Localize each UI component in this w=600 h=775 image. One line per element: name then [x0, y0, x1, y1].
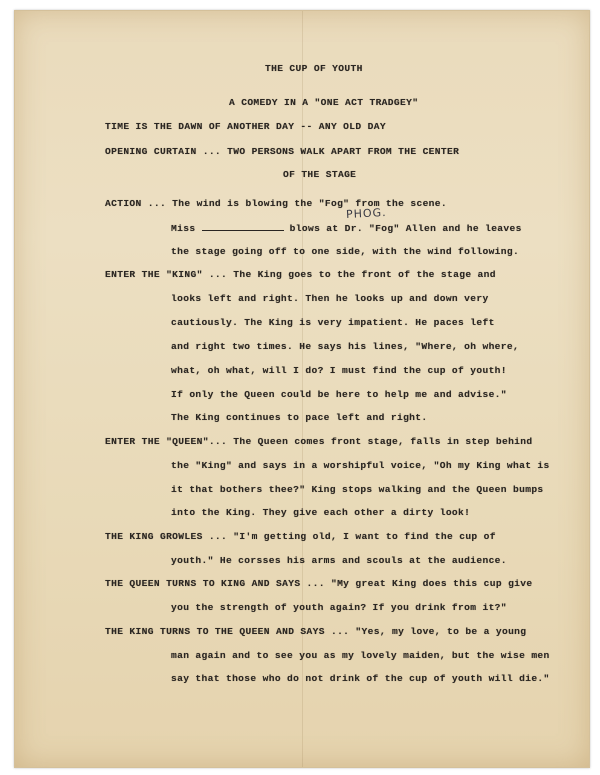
time-line: TIME IS THE DAWN OF ANOTHER DAY -- ANY OLD DAY: [105, 121, 386, 132]
script-line: the "King" and says in a worshipful voice, "Oh my King what is: [171, 460, 550, 471]
script-line: into the King. They give each other a dirty look!: [171, 507, 471, 518]
script-line: say that those who do not drink of the cup of youth will die.": [171, 673, 550, 684]
script-line: what, oh what, will I do? I must find the cup of youth!: [171, 365, 507, 376]
blank-underline: [202, 222, 284, 231]
typewritten-page: [14, 10, 590, 768]
script-line: it that bothers thee?" King stops walking and the Queen bumps: [171, 484, 544, 495]
opening-curtain-line: OPENING CURTAIN ... TWO PERSONS WALK APART FROM THE CENTER: [105, 146, 460, 157]
script-line: ENTER THE "KING" ... The King goes to the front of the stage and: [105, 269, 496, 280]
script-line: THE QUEEN TURNS TO KING AND SAYS ... "My great King does this cup give: [105, 578, 533, 589]
script-line: THE KING TURNS TO THE QUEEN AND SAYS ... "Yes, my love, to be a young: [105, 626, 527, 637]
script-line: you the strength of youth again? If you drink from it?": [171, 602, 507, 613]
script-line: looks left and right. Then he looks up and down very: [171, 293, 489, 304]
script-line: and right two times. He says his lines, "Where, oh where,: [171, 341, 520, 352]
script-line: ENTER THE "QUEEN"... The Queen comes front stage, falls in step behind: [105, 436, 533, 447]
script-line: youth." He corsses his arms and scouls at the audience.: [171, 555, 507, 566]
script-line: the stage going off to one side, with the wind following.: [171, 246, 520, 257]
page-subtitle: A COMEDY IN A "ONE ACT TRADGEY": [229, 97, 419, 108]
script-line-part: blows at Dr. "Fog" Allen and he leaves: [289, 223, 522, 234]
opening-curtain-line-2: OF THE STAGE: [283, 169, 357, 180]
script-line: cautiously. The King is very impatient. He paces left: [171, 317, 495, 328]
handwritten-note: PHOG.: [345, 205, 387, 222]
script-line: If only the Queen could be here to help me and advise.": [171, 389, 507, 400]
script-line: [171, 222, 522, 234]
page-title: THE CUP OF YOUTH: [265, 63, 363, 74]
script-line: The King continues to pace left and right.: [171, 412, 428, 423]
script-line: man again and to see you as my lovely maiden, but the wise men: [171, 650, 550, 661]
script-line: ACTION ... The wind is blowing the "Fog" from the scene.: [105, 198, 448, 209]
script-line-part: Miss: [171, 223, 196, 234]
script-line: THE KING GROWLES ... "I'm getting old, I want to find the cup of: [105, 531, 496, 542]
